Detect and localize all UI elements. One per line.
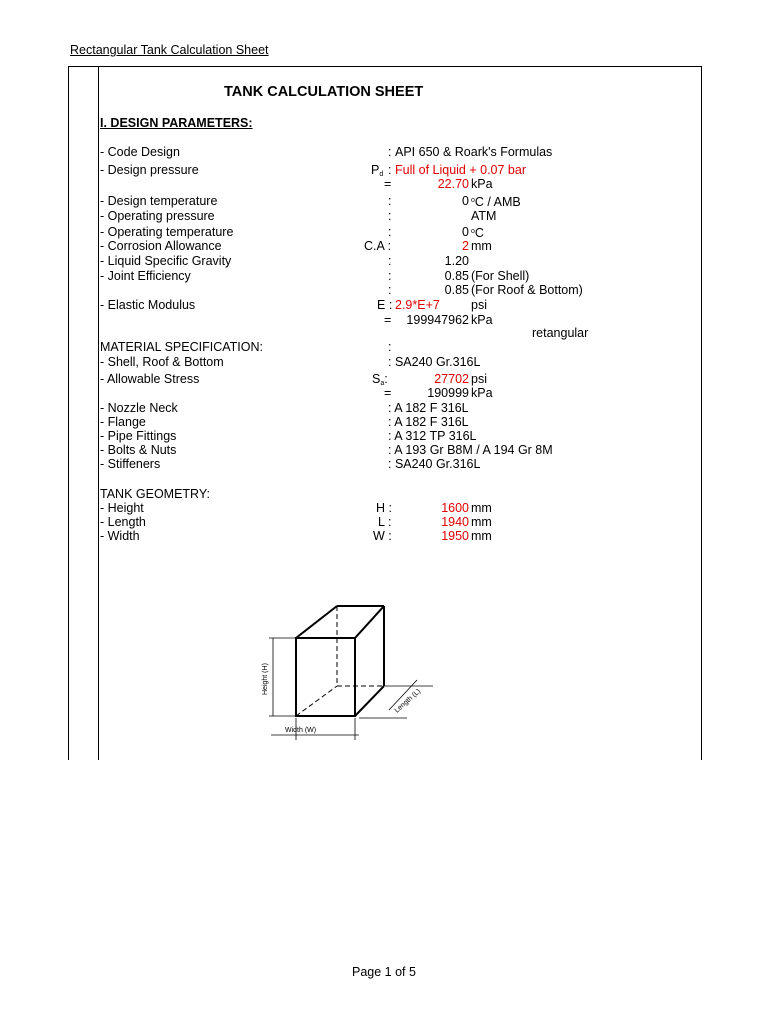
height-unit: mm [471, 501, 492, 515]
page-number: Page 1 of 5 [352, 965, 416, 979]
height-dimension-label: Height (H) [262, 663, 269, 695]
page-title: TANK CALCULATION SHEET [224, 84, 424, 100]
corrosion-label: - Corrosion Allowance [100, 239, 222, 253]
allowable-stress-number-2: 190999 [427, 386, 469, 400]
allowable-stress-symbol: $S_a$: [372, 372, 388, 387]
width-symbol: W : [373, 529, 392, 543]
width-number: 1950 [441, 529, 469, 543]
sg-sep: : [388, 254, 392, 268]
material-heading: MATERIAL SPECIFICATION: [100, 340, 263, 354]
elastic-modulus-unit: psi [471, 298, 487, 312]
sg-number: 1.20 [444, 254, 469, 268]
tank-front-face [296, 638, 355, 716]
design-pressure-symbol: $P_d$ [371, 163, 384, 178]
joint-efficiency-label: - Joint Efficiency [100, 269, 191, 283]
operating-pressure-value: ATM [471, 209, 497, 223]
shell-value: : SA240 Gr.316L [388, 355, 481, 369]
nozzle-value: : A 182 F 316L [388, 401, 469, 415]
joint-efficiency-unit: (For Shell) [471, 269, 530, 283]
tank-diagram [255, 600, 445, 750]
allowable-stress-number: 27702 [434, 372, 469, 386]
width-unit: mm [471, 529, 492, 543]
design-pressure-eq: = [384, 177, 392, 191]
allowable-stress-label: - Allowable Stress [100, 372, 200, 386]
width-dimension-label: Width (W) [285, 727, 317, 734]
length-unit: mm [471, 515, 492, 529]
elastic-modulus-symbol: E : [377, 298, 393, 312]
operating-temperature-number: 0 [462, 225, 469, 239]
joint-efficiency-unit-2: (For Roof & Bottom) [471, 283, 583, 297]
operating-pressure-label: - Operating pressure [100, 209, 215, 223]
design-temperature-label: - Design temperature [100, 194, 218, 208]
allowable-stress-eq: = [384, 386, 392, 400]
elastic-modulus-label: - Elastic Modulus [100, 298, 196, 312]
design-temperature-unit: $^o$C / AMB [471, 195, 521, 209]
elastic-modulus-unit-2: kPa [471, 313, 493, 327]
corrosion-unit: mm [471, 239, 492, 253]
code-design-sep: : [388, 145, 392, 159]
code-design-value: API 650 & Roark's Formulas [395, 145, 553, 159]
pipe-fittings-value: : A 312 TP 316L [388, 429, 477, 443]
document-header: Rectangular Tank Calculation Sheet [70, 43, 269, 57]
frame-left-inner [98, 66, 99, 760]
operating-temperature-sep: : [388, 225, 392, 239]
corrosion-number: 2 [462, 239, 469, 253]
flange-value: : A 182 F 316L [388, 415, 469, 429]
frame-right [701, 66, 702, 760]
stiffeners-label: - Stiffeners [100, 457, 161, 471]
length-dimension-label: Length (L) [393, 687, 423, 715]
elastic-modulus-eq: = [384, 313, 392, 327]
corrosion-symbol: C.A : [364, 239, 392, 253]
design-pressure-number: 22.70 [437, 177, 469, 191]
design-pressure-value: Full of Liquid + 0.07 bar [395, 163, 526, 177]
joint-efficiency-number: 0.85 [444, 269, 469, 283]
flange-label: - Flange [100, 415, 146, 429]
material-heading-sep: : [388, 340, 392, 354]
sg-label: - Liquid Specific Gravity [100, 254, 232, 268]
elastic-modulus-number: 199947962 [406, 313, 469, 327]
geometry-heading: TANK GEOMETRY: [100, 487, 210, 501]
length-symbol: L : [378, 515, 392, 529]
allowable-stress-unit-2: kPa [471, 386, 493, 400]
operating-pressure-sep: : [388, 209, 392, 223]
allowable-stress-unit: psi [471, 372, 487, 386]
operating-temperature-label: - Operating temperature [100, 225, 234, 239]
bolts-value: : A 193 Gr B8M / A 194 Gr 8M [388, 443, 553, 457]
design-pressure-label: - Design pressure [100, 163, 199, 177]
pipe-fittings-label: - Pipe Fittings [100, 429, 177, 443]
design-temperature-sep: : [388, 194, 392, 208]
design-pressure-sep: : [388, 163, 392, 177]
height-number: 1600 [441, 501, 469, 515]
height-label: - Height [100, 501, 144, 515]
joint-efficiency-sep-2: : [388, 283, 392, 297]
frame-left-outer [68, 66, 69, 760]
nozzle-label: - Nozzle Neck [100, 401, 178, 415]
width-label: - Width [100, 529, 140, 543]
retangular-note: retangular [532, 326, 589, 340]
frame-top [68, 66, 702, 67]
stiffeners-value: : SA240 Gr.316L [388, 457, 481, 471]
length-label: - Length [100, 515, 146, 529]
design-temperature-number: 0 [462, 194, 469, 208]
height-symbol: H : [376, 501, 392, 515]
operating-temperature-unit: $^o$C [471, 226, 484, 240]
elastic-modulus-value: 2.9*E+7 [395, 298, 440, 312]
shell-label: - Shell, Roof & Bottom [100, 355, 224, 369]
joint-efficiency-number-2: 0.85 [444, 283, 469, 297]
joint-efficiency-sep: : [388, 269, 392, 283]
length-number: 1940 [441, 515, 469, 529]
bolts-label: - Bolts & Nuts [100, 443, 177, 457]
code-design-label: - Code Design [100, 145, 180, 159]
design-pressure-unit: kPa [471, 177, 493, 191]
section-heading: I. DESIGN PARAMETERS: [100, 116, 253, 130]
